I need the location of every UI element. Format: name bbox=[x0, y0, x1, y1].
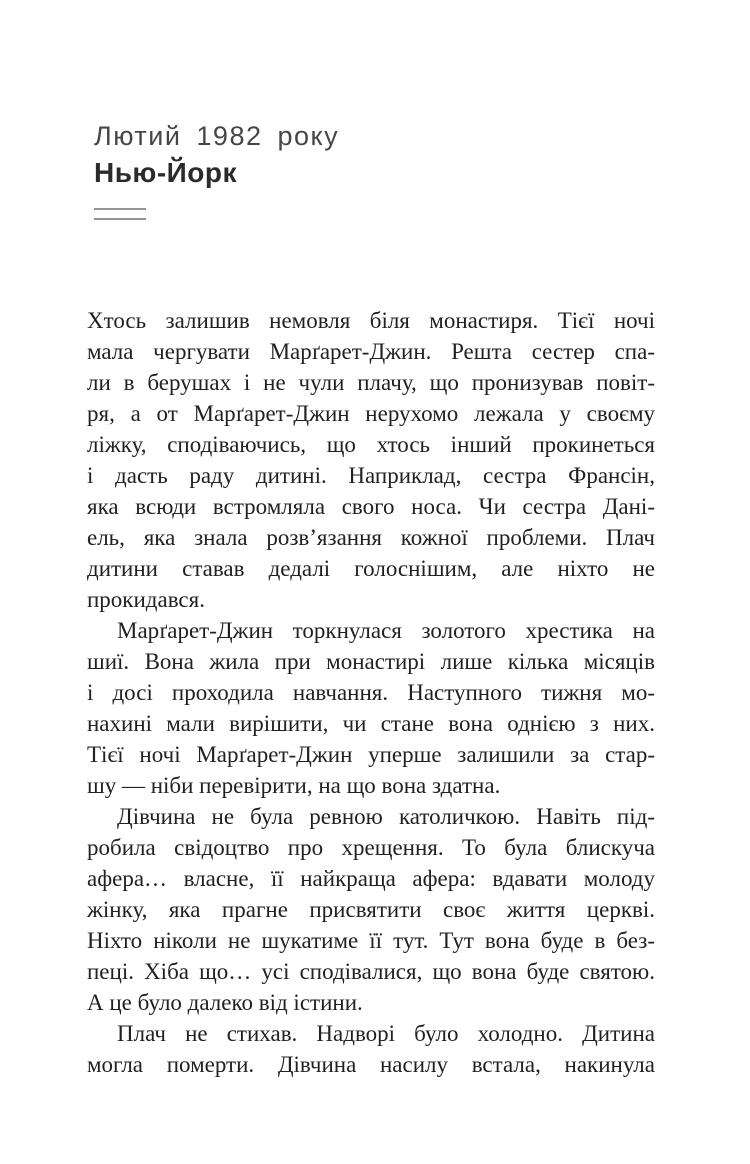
chapter-text bbox=[87, 305, 655, 1080]
chapter-city-heading: Нью-Йорк bbox=[94, 157, 238, 188]
paragraph-1: Хтось залишив немовля біля монастиря. Тієї ночі мала чергувати Марґарет-Джин. Решта сестер спа- ли в берушах і не чули плачу, що пронизував повіт- ря, а от Марґарет-Джин нерухомо лежала у своєму ліжку, сподіваючись, що хтось інший прокинеться і дасть раду дитині. Наприклад, сестра Франсін, яка всюди встромляла свого носа. Чи сестра Дані- ель, яка знала розв’язання кожної проблеми. Плач дитини ставав дедалі голоснішим, але ніхто не прокидався. bbox=[87, 308, 655, 612]
chapter-date-heading: Лютий 1982 року bbox=[94, 121, 340, 151]
paragraph-3: Дівчина не була ревною католичкою. Навіть під- робила свідоцтво про хрещення. То була блискуча афера… власне, її найкраща афера: вдавати молоду жінку, яка прагне присвятити своє життя церкві. Ніхто ніколи не шукатиме її тут. Тут вона буде в без- пеці. Хіба що… усі сподівалися, що вона буде святою. А це було далеко від істини. bbox=[87, 804, 655, 1015]
paragraph-4: Плач не стихав. Надворі було холодно. Дитина могла померти. Дівчина насилу встала, накинула bbox=[87, 1021, 655, 1077]
paragraph-2: Марґарет-Джин торкнулася золотого хрестика на шиї. Вона жила при монастирі лише кілька місяців і досі проходила навчання. Наступного тижня мо- нахині мали вирішити, чи стане вона однією з них. Тієї ночі Марґарет-Джин уперше залишили за стар- шу — ніби перевірити, на що вона здатна. bbox=[87, 618, 655, 798]
section-divider bbox=[94, 208, 146, 220]
